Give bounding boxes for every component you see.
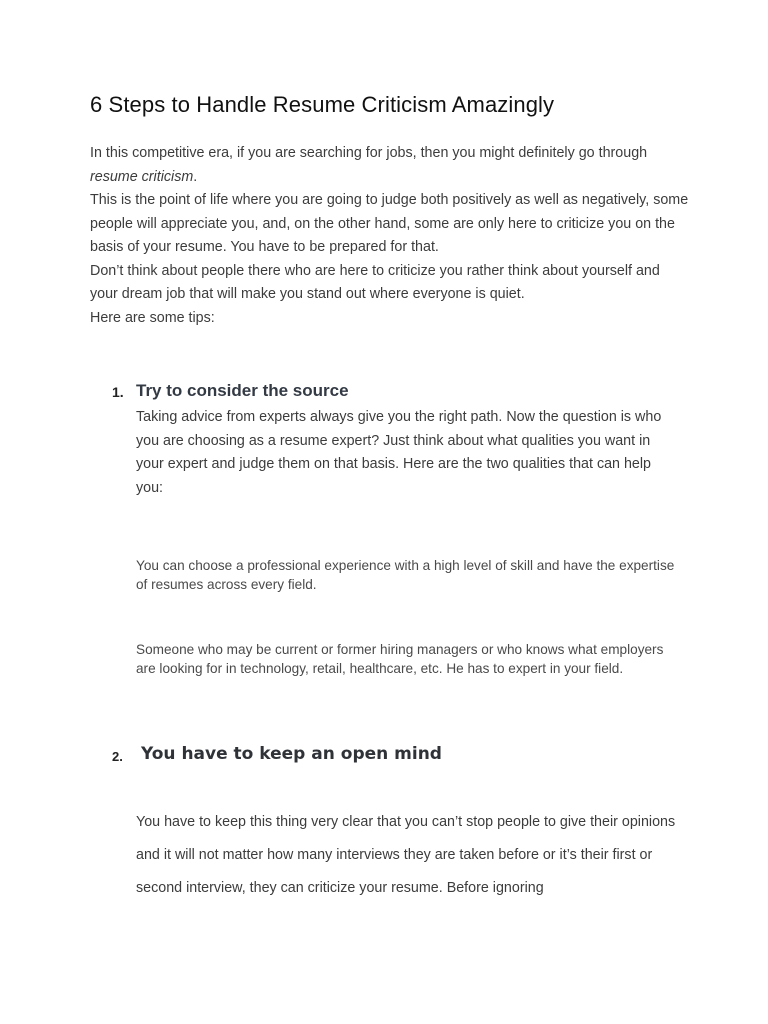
intro-paragraph-1 — [90, 142, 690, 189]
step-1-number: 1. — [112, 384, 124, 400]
step-1-body: Taking advice from experts always give you the right path. Now the question is who you are choosing as a resume expert? Just think about what qualities you want in your expert and judge them on that basis. Here are the two qualities that can help you: — [136, 409, 662, 496]
intro-paragraph-3: Don’t think about people there who are here to criticize you rather think about yourself and your dream job that will make you stand out where everyone is quiet. — [90, 262, 660, 302]
step-2-body: You have to keep this thing very clear that you can’t stop people to give their opinions and it will not matter how many interviews they are taken before or it’s their first or second interview, they can criticize your resume. Before ignoring — [136, 814, 676, 896]
step-1-heading: Try to consider the source — [136, 381, 349, 400]
intro-period: . — [193, 168, 198, 185]
intro-emphasis: resume criticism — [90, 168, 194, 185]
intro-paragraph-2: This is the point of life where you are going to judge both positively as well as negatively, some people will appreciate you, and, on the other hand, some are only here to criticize you on the basis of your resume. You have to be prepared for that. — [90, 192, 689, 255]
step-1-quality-1: You can choose a professional experience with a high level of skill and have the expertise of resumes across every field. — [136, 558, 675, 592]
step-1-quality-2: Someone who may be current or former hiring managers or who knows what employers are looking for in technology, retail, healthcare, etc. He has to expert in your field. — [136, 642, 664, 676]
intro-paragraph-4: Here are some tips: — [90, 309, 215, 326]
step-2-heading: You have to keep an open mind — [141, 744, 442, 764]
intro-section — [90, 142, 690, 330]
intro-text: In this competitive era, if you are searching for jobs, then you might definitely go through — [90, 145, 648, 161]
step-2-number: 2. — [112, 749, 123, 764]
document-title: 6 Steps to Handle Resume Criticism Amazingly — [90, 92, 555, 117]
